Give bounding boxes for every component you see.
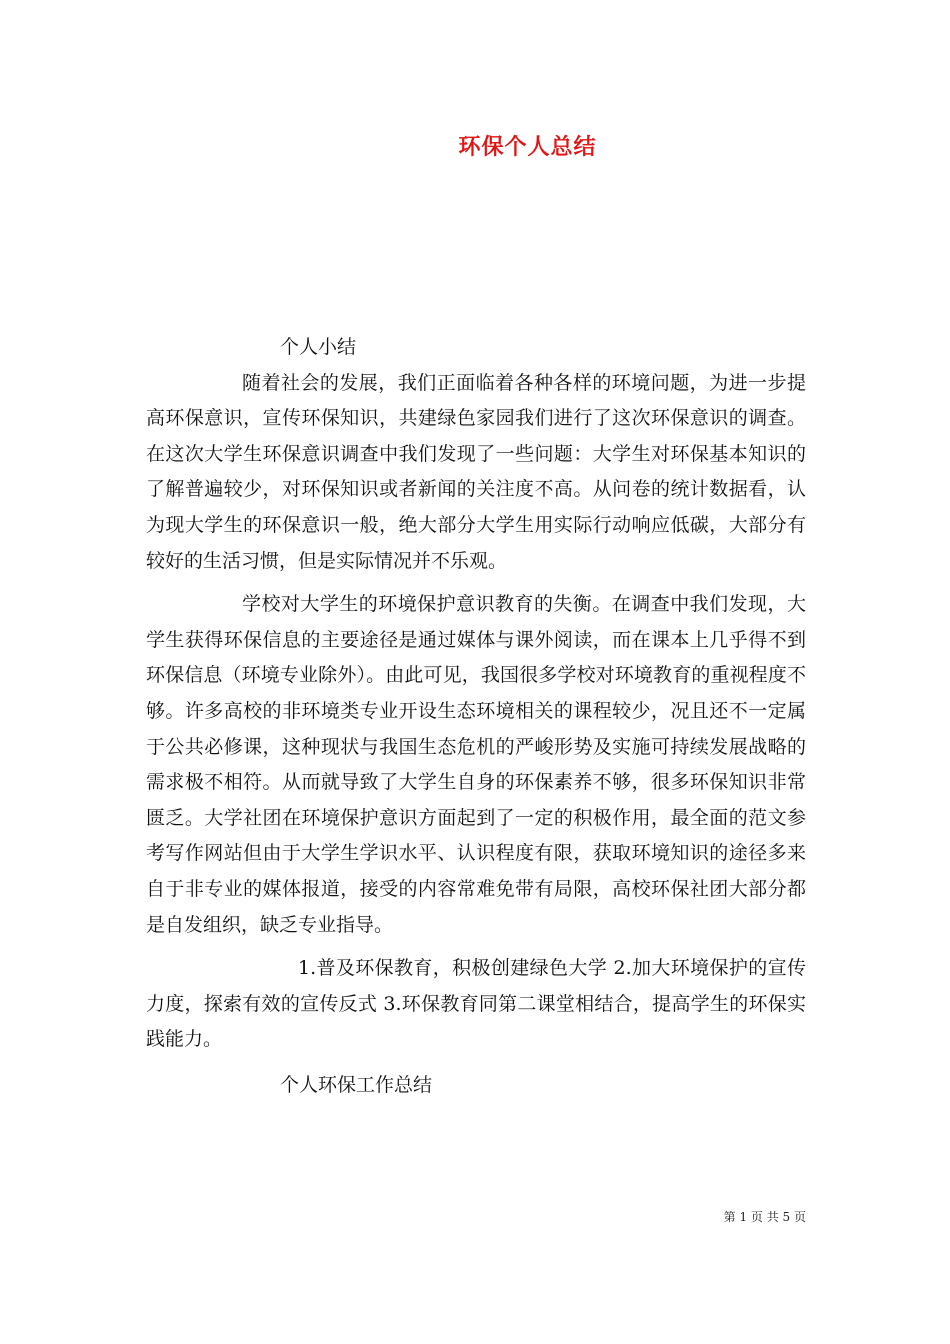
section-heading-personal-summary: 个人小结 xyxy=(280,336,357,358)
paragraph-intro: 随着社会的发展，我们正面临着各种各样的环境问题，为进一步提高环保意识，宣传环保知识，共建绿色家园我们进行了这次环保意识的调查。在这次大学生环保意识调查中我们发现了一些问题：大学生对环保基本知识的了解普遍较少，对环保知识或者新闻的关注度不高。从问卷的统计数据看，认为现大学生的环保意识一般，绝大部分大学生用实际行动响应低碳，大部分有较好的生活习惯，但是实际情况并不乐观。 xyxy=(146,371,806,572)
paragraph-recommendations: 1.普及环保教育，积极创建绿色大学 2.加大环境保护的宣传力度，探索有效的宣传反式 3.环保教育同第二课堂相结合，提高学生的环保实践能力。 xyxy=(146,957,806,1051)
page-number-footer: 第 1 页 共 5 页 xyxy=(723,1210,806,1224)
document-title: 环保个人总结 xyxy=(458,134,597,160)
document-body xyxy=(146,330,806,1103)
paragraph-school-education: 学校对大学生的环境保护意识教育的失衡。在调查中我们发现，大学生获得环保信息的主要途径是通过媒体与课外阅读，而在课本上几乎得不到环保信息（环境专业除外）。由此可见，我国很多学校对环境教育的重视程度不够。许多高校的非环境类专业开设生态环境相关的课程较少，况且还不一定属于公共必修课，这种现状与我国生态危机的严峻形势及实施可持续发展战略的需求极不相符。从而就导致了大学生自身的环保素养不够，很多环保知识非常匮乏。大学社团在环境保护意识方面起到了一定的积极作用，最全面的范文参考写作网站但由于大学生学识水平、认识程度有限，获取环境知识的途径多来自于非专业的媒体报道，接受的内容常难免带有局限，高校环保社团大部分都是自发组织，缺乏专业指导。 xyxy=(146,593,806,936)
section-heading-work-summary: 个人环保工作总结 xyxy=(280,1073,433,1096)
